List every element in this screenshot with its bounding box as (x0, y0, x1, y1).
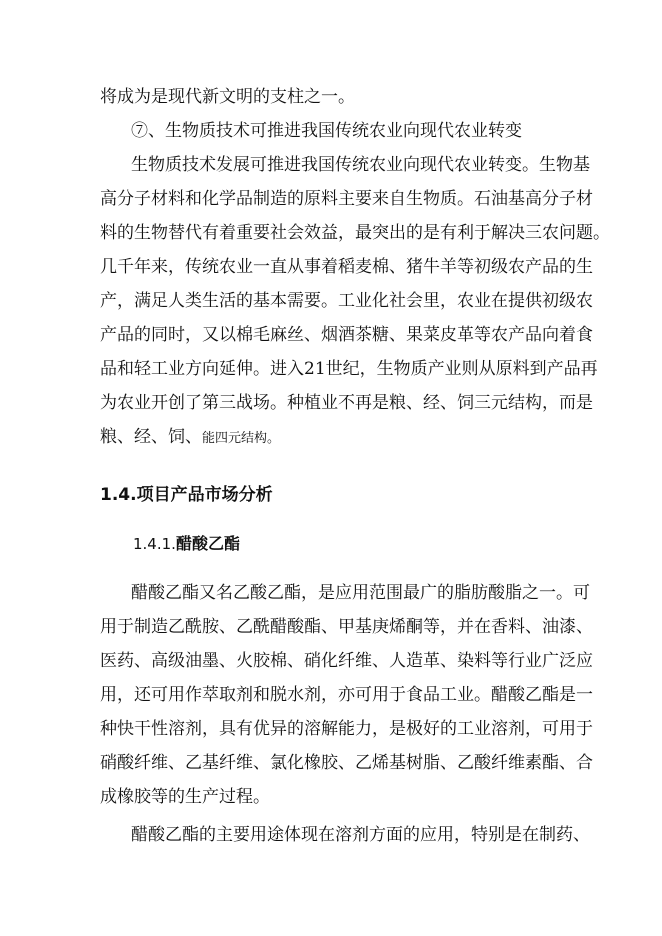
text-line: 用，还可用作萃取剂和脱水剂，亦可用于食品工业。醋酸乙酯是一 (100, 685, 593, 705)
text-line: 产品的同时，又以棉毛麻丝、烟酒茶糖、果菜皮革等农产品向着食 (100, 325, 593, 345)
subsection-number: 1.4.1. (133, 535, 176, 553)
text-line: 几千年来，传统农业一直从事着稻麦棉、猪牛羊等初级农产品的生 (100, 257, 593, 277)
paragraph-continuation: 将成为是现代新文明的支柱之一。 (100, 87, 355, 107)
text-line: 成橡胶等的生产过程。 (100, 787, 270, 807)
section-heading: 1.4.项目产品市场分析 (100, 485, 273, 505)
text-line: 用于制造乙酰胺、乙酰醋酸酯、甲基庚烯酮等，并在香料、油漆、 (100, 617, 593, 637)
text-line: 产，满足人类生活的基本需要。工业化社会里，农业在提供初级农 (100, 291, 593, 311)
text-line-last (100, 426, 560, 450)
text-line: 硝酸纤维、乙基纤维、氯化橡胶、乙烯基树脂、乙酸纤维素酯、合 (100, 753, 593, 773)
text-line: 料的生物替代有着重要社会效益，最突出的是有利于解决三农问题。 (100, 223, 610, 243)
text-segment-small: 能四元结构。 (202, 431, 281, 446)
text-line: 为农业开创了第三战场。种植业不再是粮、经、饲三元结构，而是 (100, 393, 593, 413)
text-line: 种快干性溶剂，具有优异的溶解能力，是极好的工业溶剂，可用于 (100, 719, 593, 739)
text-line: 生物质技术发展可推进我国传统农业向现代农业转变。生物基 (131, 155, 590, 175)
subsection-title: 醋酸乙酯 (175, 534, 240, 553)
paragraph-uses-start: 醋酸乙酯的主要用途体现在溶剂方面的应用，特别是在制药、 (131, 825, 590, 845)
item-7-title: ⑦、生物质技术可推进我国传统农业向现代农业转变 (131, 121, 522, 141)
text-line: 醋酸乙酯又名乙酸乙酯，是应用范围最广的脂肪酸脂之一。可 (131, 583, 590, 603)
subsection-heading (133, 533, 240, 555)
text-segment: 粮、经、饲、 (100, 427, 202, 447)
text-line: 高分子材料和化学品制造的原料主要来自生物质。石油基高分子材 (100, 189, 593, 209)
text-line: 品和轻工业方向延伸。进入21世纪，生物质产业则从原料到产品再 (100, 359, 598, 379)
text-line: 医药、高级油墨、火胶棉、硝化纤维、人造革、染料等行业广泛应 (100, 651, 593, 671)
